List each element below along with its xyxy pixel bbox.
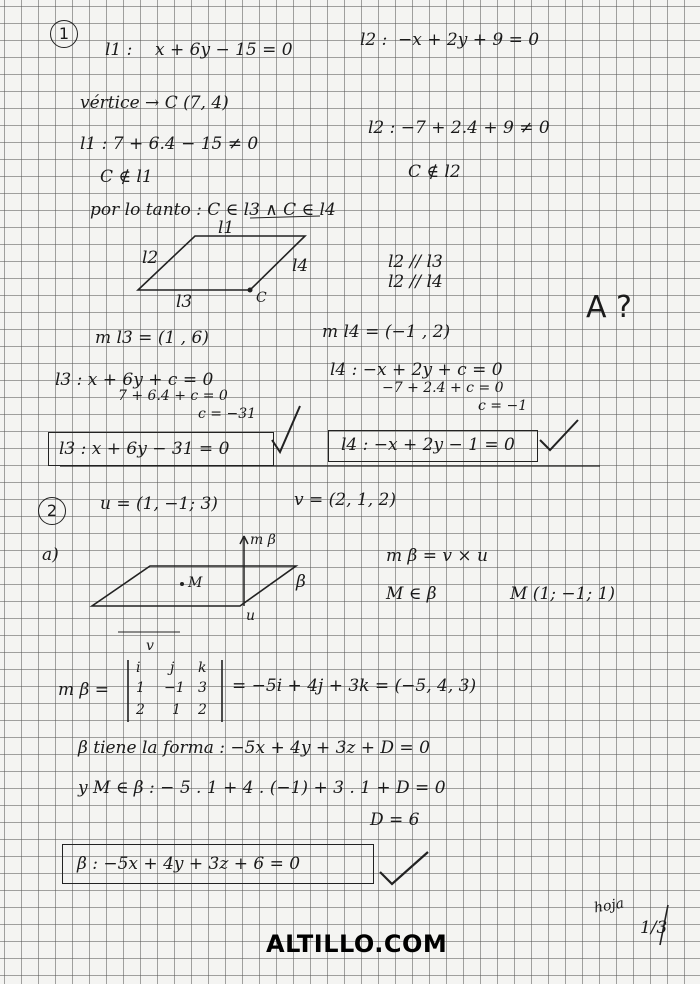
- l4-final-equation: l4 : −x + 2y − 1 = 0: [341, 435, 515, 455]
- vector-u-label: u: [246, 608, 256, 624]
- figure-l4-label: l4: [292, 256, 309, 276]
- l4-c-value: c = −1: [478, 398, 528, 414]
- l2-label: l2 :: [360, 30, 388, 50]
- checkmark-icon: [380, 852, 428, 884]
- part-a-label: a): [42, 545, 59, 565]
- determinant-result: = −5i + 4j + 3k = (−5, 4, 3): [232, 676, 477, 696]
- det-cell: 2: [136, 702, 145, 718]
- vector-u: u = (1, −1; 3): [100, 494, 218, 514]
- determinant-prefix: m β =: [58, 680, 109, 700]
- figure-l2-label: l2: [142, 248, 159, 268]
- vertex-c: vértice → C (7, 4): [80, 93, 229, 113]
- l4-substitution: −7 + 2.4 + c = 0: [382, 380, 504, 396]
- c-not-in-l2: C ∉ l2: [408, 162, 461, 182]
- problem-number-1: 1: [50, 20, 78, 48]
- altillo-watermark: ALTILLO.COM: [266, 930, 448, 958]
- hoja-label: hoja: [592, 895, 626, 917]
- therefore-statement: por lo tanto : C ∈ l3 ∧ C ∈ l4: [90, 200, 336, 220]
- check-l2: l2 : −7 + 2.4 + 9 ≠ 0: [368, 118, 550, 138]
- l4-general-form: l4 : −x + 2y + c = 0: [330, 360, 503, 380]
- l4-result-box: [328, 430, 538, 462]
- l3-result-box: [48, 432, 274, 466]
- det-cell: 3: [198, 680, 207, 696]
- figure-l3-label: l3: [176, 292, 193, 312]
- d-value: D = 6: [370, 810, 420, 830]
- vertex-c-dot: [248, 288, 253, 293]
- problem-number-2: 2: [38, 497, 66, 525]
- c-not-in-l1: C ∉ l1: [100, 167, 153, 187]
- det-cell: −1: [164, 680, 185, 696]
- point-m-dot: [180, 582, 184, 586]
- normal-vector-label: m β: [250, 532, 276, 548]
- plane-substitution: y M ∈ β : − 5 . 1 + 4 . (−1) + 3 . 1 + D = 0: [78, 778, 446, 798]
- hoja-number: 1/3: [640, 918, 668, 938]
- parallelogram-figure: [138, 236, 305, 290]
- m-l4-vector: m l4 = (−1 , 2): [322, 322, 451, 342]
- vector-v-label: v: [146, 638, 154, 654]
- plane-final-equation: β : −5x + 4y + 3z + 6 = 0: [77, 854, 301, 874]
- checkmark-icon: [540, 420, 578, 450]
- figure-c-label: C: [256, 290, 267, 306]
- det-cell: 2: [198, 702, 207, 718]
- det-cell: k: [198, 660, 207, 676]
- m-in-beta: M ∈ β: [386, 584, 437, 604]
- parallel-statement-1: l2 // l3: [388, 252, 443, 272]
- l3-final-equation: l3 : x + 6y − 31 = 0: [59, 439, 230, 459]
- point-m-label: M: [188, 575, 203, 591]
- det-cell: j: [170, 660, 175, 676]
- l1-label: l1 :: [105, 40, 133, 60]
- plane-beta-label: β: [296, 572, 306, 592]
- l3-c-value: c = −31: [198, 406, 257, 422]
- det-cell: 1: [172, 702, 181, 718]
- l3-general-form: l3 : x + 6y + c = 0: [55, 370, 214, 390]
- question-mark-note: A ?: [586, 290, 632, 325]
- l3-substitution: 7 + 6.4 + c = 0: [118, 388, 228, 404]
- plane-result-box: [62, 844, 374, 884]
- l1-equation: x + 6y − 15 = 0: [155, 40, 293, 60]
- check-l1: l1 : 7 + 6.4 − 15 ≠ 0: [80, 134, 259, 154]
- l2-equation: −x + 2y + 9 = 0: [398, 30, 540, 50]
- normal-definition: m β = v × u: [386, 546, 489, 566]
- det-cell: i: [136, 660, 141, 676]
- parallel-statement-2: l2 // l4: [388, 272, 443, 292]
- m-l3-vector: m l3 = (1 , 6): [95, 328, 209, 348]
- plane-form: β tiene la forma : −5x + 4y + 3z + D = 0: [78, 738, 430, 758]
- figure-l1-label: l1: [218, 218, 235, 238]
- vector-v: v = (2, 1, 2): [294, 490, 396, 510]
- checkmark-icon: [272, 406, 300, 452]
- det-cell: 1: [136, 680, 145, 696]
- point-m-coordinates: M (1; −1; 1): [510, 584, 616, 604]
